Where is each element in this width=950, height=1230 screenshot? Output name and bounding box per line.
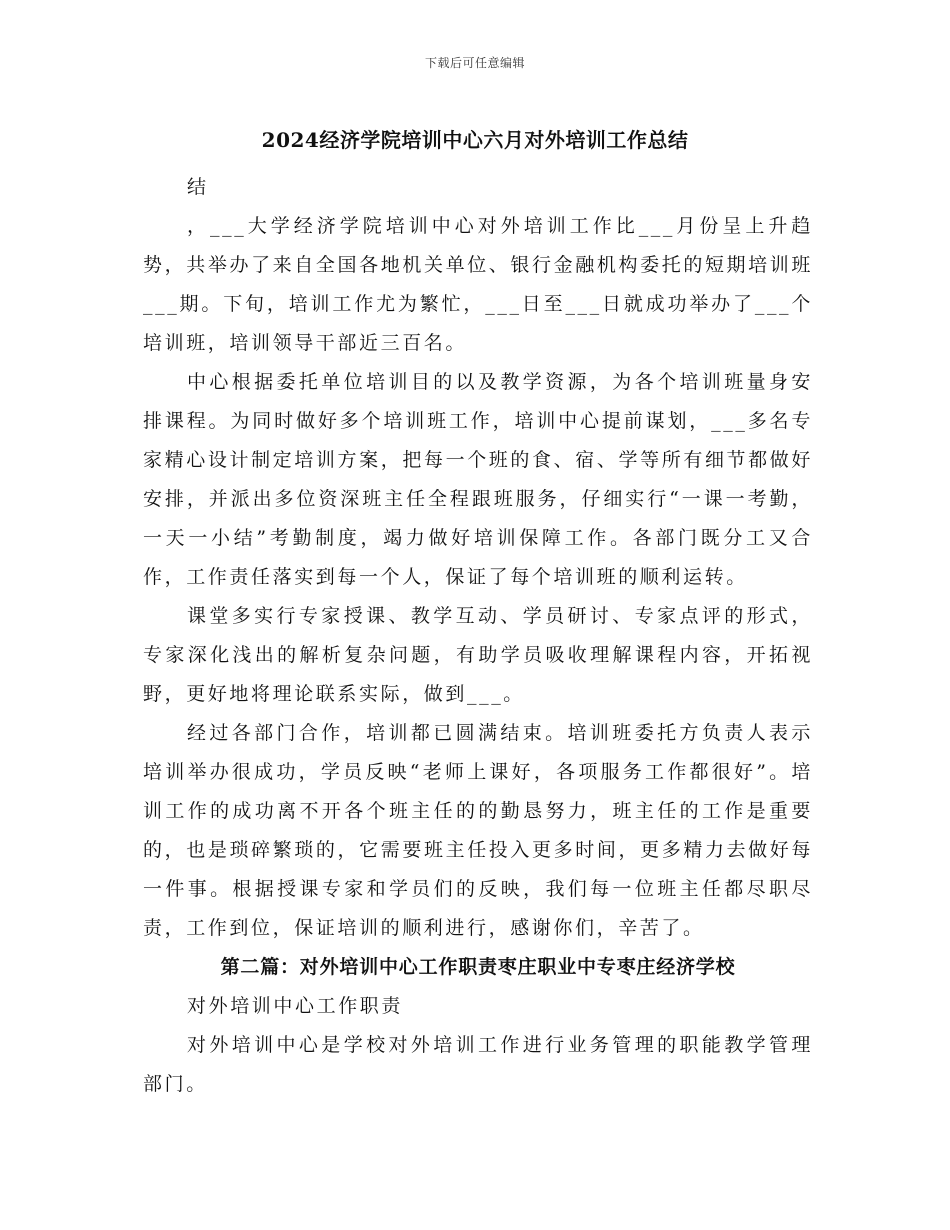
document-title: 2024经济学院培训中心六月对外培训工作总结 [261,128,689,152]
paragraph-3: 中心根据委托单位培训目的以及教学资源，为各个培训班量身安排课程。为同时做好多个培训班工作，培训中心提前谋划，___多名专家精心设计制定培训方案，把每一个班的食、宿、学等所有细节都做好安排，并派出多位资深班主任全程跟班服务，仔细实行“一课一考勤，一天一小结”考勤制度，竭力做好培训保障工作。各部门既分工又合作，工作责任落实到每一个人，保证了每个培训班的顺利运转。 [143,371,813,588]
paragraph-5: 经过各部门合作，培训都已圆满结束。培训班委托方负责人表示培训举办很成功，学员反映“老师上课好，各项服务工作都很好”。培训工作的成功离不开各个班主任的的勤恳努力，班主任的工作是重要的，也是琐碎繁琐的，它需要班主任投入更多时间，更多精力去做好每一件事。根据授课专家和学员们的反映，我们每一位班主任都尽职尽责，工作到位，保证培训的顺利进行，感谢你们，辛苦了。 [143,722,813,939]
paragraph-1: 结 [187,176,209,198]
section-2-subheading: 对外培训中心工作职责 [187,995,404,1017]
document-body [143,168,813,1104]
header-note: 下载后可任意编辑 [424,56,525,70]
section-2-heading: 第二篇：对外培训中心工作职责枣庄职业中专枣庄经济学校 [220,956,736,978]
paragraph-2: ，___大学经济学院培训中心对外培训工作比___月份呈上升趋势，共举办了来自全国各地机关单位、银行金融机构委托的短期培训班___期。下旬，培训工作尤为繁忙，___日至___日就成功举办了___个培训班，培训领导干部近三百名。 [143,215,813,354]
paragraph-4: 课堂多实行专家授课、教学互动、学员研讨、专家点评的形式，专家深化浅出的解析复杂问题，有助学员吸收理解课程内容，开拓视野，更好地将理论联系实际，做到___。 [143,605,813,705]
section-2-paragraph: 对外培训中心是学校对外培训工作进行业务管理的职能教学管理部门。 [143,1034,813,1095]
